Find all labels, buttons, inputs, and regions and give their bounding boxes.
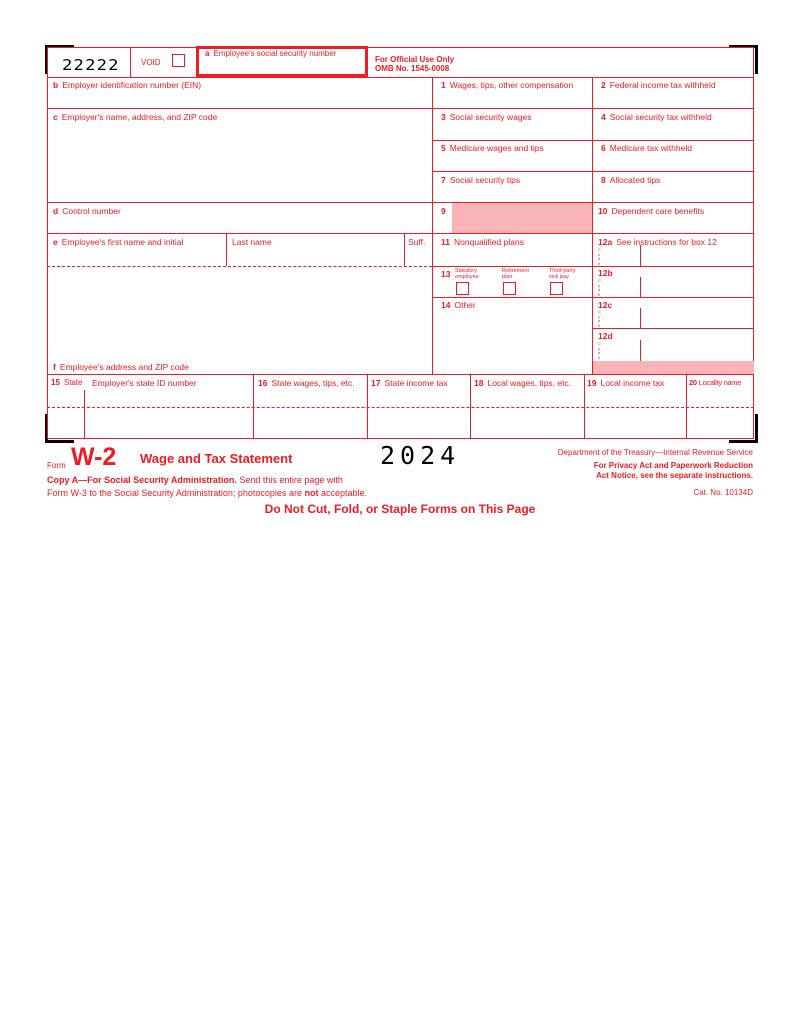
box-9-shade: [452, 203, 592, 233]
box-9-label[interactable]: 9: [441, 206, 446, 216]
box-6-medicare-tax-label[interactable]: 6 Medicare tax withheld: [601, 143, 692, 153]
copy-a-line-2: Form W-3 to the Social Security Administration; photocopies are not acceptable.: [47, 488, 367, 498]
box-12c-code-letters: C o d e: [598, 309, 601, 328]
box-e-suffix-label[interactable]: Suff.: [408, 237, 426, 247]
box-16-state-wages-label[interactable]: 16 State wages, tips, etc.: [258, 378, 355, 388]
ssn-label: a Employee's social security number: [205, 49, 337, 58]
box-4-ss-tax-label[interactable]: 4 Social security tax withheld: [601, 112, 712, 122]
box-12d-code-letters: C o d e: [598, 341, 601, 360]
void-checkbox[interactable]: [172, 54, 185, 67]
retirement-plan-checkbox[interactable]: [503, 282, 516, 295]
form-word: Form: [47, 461, 66, 470]
box-1-wages-label[interactable]: 1 Wages, tips, other compensation: [441, 80, 574, 90]
box-12c-label[interactable]: 12c: [598, 300, 613, 310]
statutory-employee-label: Statutory employee: [455, 268, 479, 280]
box-12b-label[interactable]: 12b: [598, 268, 613, 278]
third-party-sick-pay-checkbox[interactable]: [550, 282, 563, 295]
box-11-nonqualified-label[interactable]: 11 Nonqualified plans: [441, 237, 524, 247]
privacy-notice-line-1: For Privacy Act and Paperwork Reduction: [593, 461, 753, 470]
tax-year: 2024: [380, 441, 461, 470]
copy-a-line-1: Copy A—For Social Security Administration. Send this entire page with: [47, 475, 343, 485]
box-5-medicare-wages-label[interactable]: 5 Medicare wages and tips: [441, 143, 544, 153]
third-party-sick-pay-label: Third-party sick pay: [549, 268, 576, 280]
box-12d-label[interactable]: 12d: [598, 331, 613, 341]
box-20-locality-label[interactable]: 20 Locality name: [689, 378, 742, 387]
box-18-local-wages-label[interactable]: 18 Local wages, tips, etc.: [474, 378, 572, 388]
box-14-other-label[interactable]: 14 Other: [441, 300, 476, 310]
box-19-local-tax-label[interactable]: 19 Local income tax: [587, 378, 665, 388]
statutory-employee-checkbox[interactable]: [456, 282, 469, 295]
do-not-cut-warning: Do Not Cut, Fold, or Staple Forms on This Page: [264, 502, 536, 516]
box-13-label: 13: [441, 269, 451, 279]
box-17-state-tax-label[interactable]: 17 State income tax: [371, 378, 448, 388]
box-10-dependent-care-label[interactable]: 10 Dependent care benefits: [598, 206, 705, 216]
box-12b-code-letters: C o d e: [598, 278, 601, 297]
box-f-address-label[interactable]: f Employee's address and ZIP code: [53, 362, 189, 372]
box-e-last-name-label[interactable]: Last name: [232, 237, 272, 247]
box-8-allocated-tips-label[interactable]: 8 Allocated tips: [601, 175, 661, 185]
box-e-first-name-label[interactable]: e Employee's first name and initial: [53, 237, 184, 247]
box-d-control-number-label[interactable]: d Control number: [53, 206, 121, 216]
box-b-ein-label[interactable]: b Employer identification number (EIN): [53, 80, 202, 90]
omb-number: OMB No. 1545-0008: [375, 64, 450, 73]
privacy-notice-line-2: Act Notice, see the separate instructions.: [596, 471, 753, 480]
box-12a-code-letters: C o d e: [598, 247, 601, 266]
retirement-plan-label: Retirement plan: [502, 268, 529, 280]
catalog-number: Cat. No. 10134D: [693, 488, 753, 497]
box-12a-label[interactable]: 12a See instructions for box 12: [598, 237, 717, 247]
department-label: Department of the Treasury—Internal Revenue Service: [557, 448, 753, 457]
box-7-ss-tips-label[interactable]: 7 Social security tips: [441, 175, 521, 185]
form-name-w2: W-2: [71, 443, 117, 471]
control-code: 22222: [62, 56, 120, 74]
box-15-state-label[interactable]: 15 State: [51, 378, 83, 387]
box-12d-shade: [593, 361, 754, 374]
official-use-label: For Official Use Only: [375, 55, 455, 64]
void-label: VOID: [141, 58, 161, 67]
form-title: Wage and Tax Statement: [140, 451, 293, 466]
box-2-federal-tax-label[interactable]: 2 Federal income tax withheld: [601, 80, 716, 90]
box-c-employer-label[interactable]: c Employer's name, address, and ZIP code: [53, 112, 218, 122]
box-15-employer-state-id-label[interactable]: Employer's state ID number: [92, 378, 197, 388]
box-3-ss-wages-label[interactable]: 3 Social security wages: [441, 112, 532, 122]
